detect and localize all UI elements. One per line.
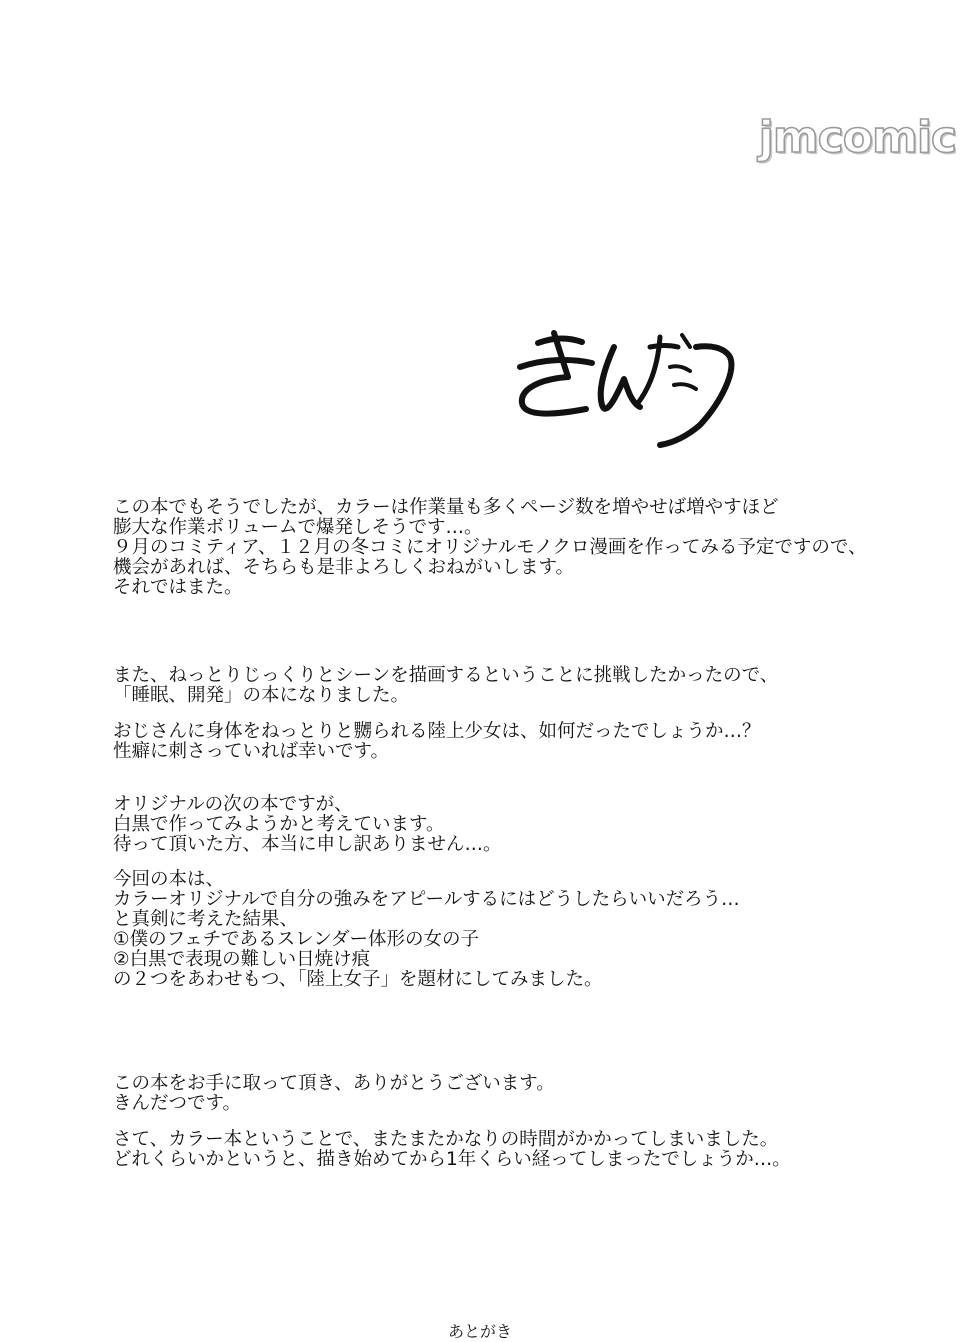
text-line: 白黒で作ってみようかと考えています。 — [113, 814, 445, 835]
text-line: オリジナルの次の本ですが、 — [113, 794, 353, 815]
text-line: 機会があれば、そちらも是非よろしくおねがいします。 — [113, 557, 575, 578]
text-line: の２つをあわせもつ、「陸上女子」を題材にしてみました。 — [113, 969, 603, 990]
paragraph-next-book — [113, 795, 502, 855]
text-line: また、ねっとりじっくりとシーンを描画するということに挑戦したかったので、 — [113, 665, 779, 686]
text-line: ９月のコミティア、１２月の冬コミにオリジナルモノクロ漫画を作ってみる予定ですので、 — [113, 537, 867, 558]
paragraph-theme — [113, 666, 778, 762]
text-line: 性癖に刺さっていれば幸いです。 — [113, 741, 390, 762]
text-line: この本をお手に取って頂き、ありがとうございます。 — [113, 1073, 555, 1094]
text-line: ②白黒で表現の難しい日焼け痕 — [113, 949, 371, 970]
text-line: さて、カラー本ということで、またまたかなりの時間がかかってしまいました。 — [113, 1129, 779, 1150]
text-line: きんだつです。 — [113, 1093, 242, 1114]
text-line: カラーオリジナルで自分の強みをアピールするにはどうしたらいいだろう… — [113, 889, 740, 910]
paragraph-closing — [113, 498, 867, 598]
text-line: この本でもそうでしたが、カラーは作業量も多くページ数を増やせば増やすほど — [113, 497, 779, 518]
site-watermark: jmcomic — [758, 112, 956, 163]
text-line: どれくらいかというと、描き始めてから1年くらい経ってしまったでしょうか…。 — [113, 1149, 791, 1170]
text-line: それではまた。 — [113, 577, 243, 598]
paragraph-concept — [113, 870, 740, 990]
text-line: ①僕のフェチであるスレンダー体形の女の子 — [113, 929, 479, 950]
text-line: 待って頂いた方、本当に申し訳ありません…。 — [113, 834, 502, 855]
text-line: おじさんに身体をねっとりと嬲られる陸上少女は、如何だったでしょうか…？ — [113, 721, 761, 742]
blank-line — [113, 706, 778, 722]
text-line: 今回の本は、 — [113, 869, 225, 890]
author-signature — [510, 325, 740, 450]
text-line: 「睡眠、開発」の本になりました。 — [113, 685, 410, 706]
blank-line — [113, 1114, 791, 1130]
text-line: 膨大な作業ボリュームで爆発しそうです…。 — [113, 517, 483, 538]
page-footer-title: あとがき — [447, 1322, 512, 1341]
paragraph-greeting — [113, 1074, 791, 1170]
text-line: と真剣に考えた結果、 — [113, 909, 299, 930]
